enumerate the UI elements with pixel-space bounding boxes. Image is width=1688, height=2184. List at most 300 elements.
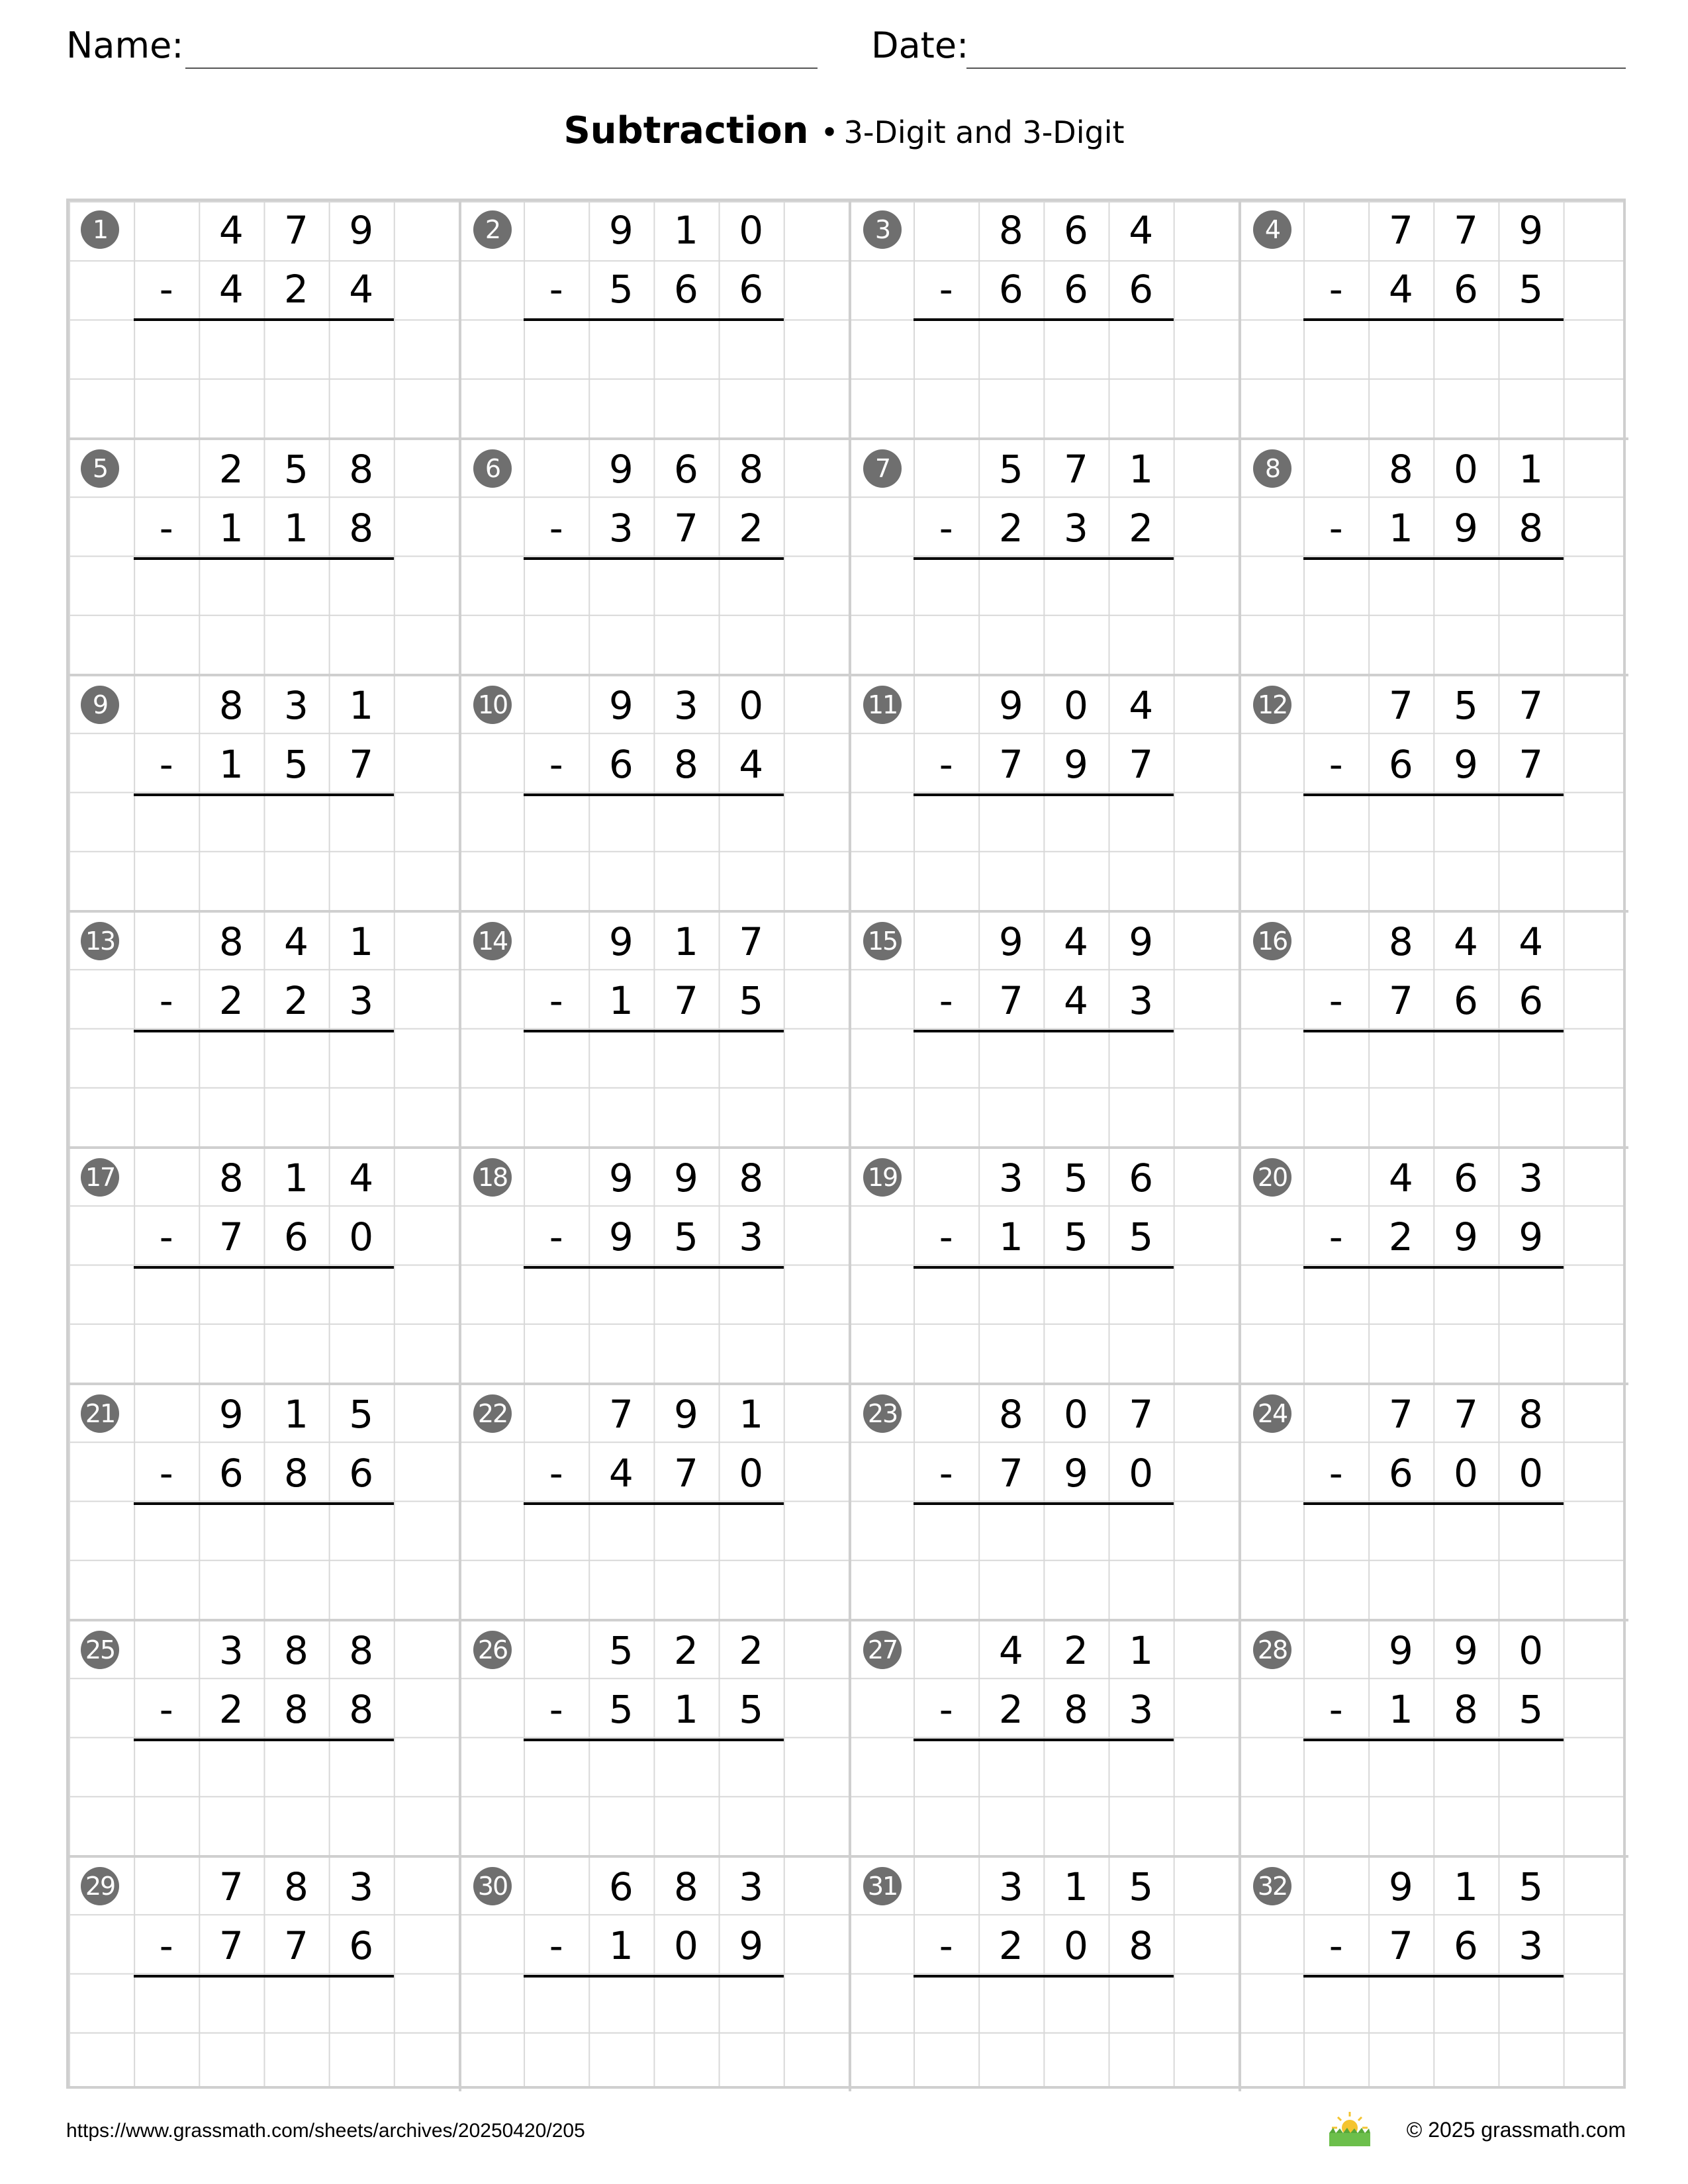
minuend-digit: 7 — [739, 919, 764, 964]
minuend-digit: 5 — [349, 1392, 374, 1437]
minuend-digit: 1 — [284, 1156, 308, 1201]
minuend-digit: 8 — [284, 1628, 308, 1673]
subtrahend-digit: 5 — [608, 1687, 633, 1733]
minuend-digit: 1 — [1519, 447, 1544, 492]
subtrahend-digit: 6 — [1129, 267, 1154, 312]
problem-number-badge: 9 — [81, 686, 119, 724]
answer-area[interactable] — [524, 1031, 784, 1150]
answer-area[interactable] — [914, 795, 1174, 913]
answer-area[interactable] — [134, 1976, 394, 2095]
minuend-digit: 6 — [1064, 208, 1088, 253]
footer-copyright: © 2025 grassmath.com — [1406, 2118, 1626, 2142]
minus-sign: - — [549, 742, 563, 788]
subtrahend-digit: 9 — [1064, 742, 1088, 788]
problem-22 — [459, 1383, 849, 1619]
subtrahend-digit: 3 — [608, 506, 633, 551]
problem-27 — [849, 1619, 1239, 1855]
answer-area[interactable] — [524, 1267, 784, 1386]
minuend-digit: 3 — [1519, 1156, 1544, 1201]
subtrahend-digit: 7 — [284, 1923, 308, 1969]
problem-5 — [69, 437, 459, 674]
minuend-digit: 5 — [1064, 1156, 1088, 1201]
answer-area[interactable] — [1303, 795, 1564, 913]
subtrahend-digit: 2 — [284, 978, 308, 1024]
minus-sign: - — [1329, 1214, 1343, 1260]
problem-number-badge: 26 — [473, 1631, 512, 1669]
problem-number-badge: 12 — [1253, 686, 1291, 724]
minus-sign: - — [1329, 1451, 1343, 1496]
minus-sign: - — [159, 506, 173, 551]
subtrahend-digit: 2 — [739, 506, 764, 551]
subtrahend-digit: 7 — [998, 978, 1023, 1024]
problem-number-badge: 6 — [473, 449, 512, 488]
minuend-digit: 4 — [1064, 919, 1088, 964]
answer-area[interactable] — [134, 559, 394, 677]
answer-area[interactable] — [914, 1504, 1174, 1622]
minus-sign: - — [549, 506, 563, 551]
minuend-digit: 1 — [674, 919, 698, 964]
minuend-digit: 4 — [284, 919, 308, 964]
minus-sign: - — [939, 1687, 953, 1733]
minuend-digit: 0 — [739, 683, 764, 728]
answer-area[interactable] — [1303, 559, 1564, 677]
problem-30 — [459, 1855, 849, 2091]
subtrahend-digit: 6 — [349, 1923, 374, 1969]
subtrahend-digit: 1 — [608, 1923, 633, 1969]
problem-7 — [849, 437, 1239, 674]
subtrahend-digit: 9 — [1454, 506, 1478, 551]
problem-29 — [69, 1855, 459, 2091]
answer-area[interactable] — [1303, 1031, 1564, 1150]
subtrahend-digit: 8 — [1519, 506, 1544, 551]
minuend-digit: 0 — [1454, 447, 1478, 492]
answer-area[interactable] — [134, 1031, 394, 1150]
subtrahend-digit: 7 — [1129, 742, 1154, 788]
answer-area[interactable] — [134, 1504, 394, 1622]
problem-number-badge: 10 — [473, 686, 512, 724]
subtrahend-digit: 1 — [674, 1687, 698, 1733]
minus-sign: - — [159, 1687, 173, 1733]
minus-sign: - — [939, 1214, 953, 1260]
minus-sign: - — [549, 1451, 563, 1496]
minuend-digit: 2 — [218, 447, 244, 492]
subtrahend-digit: 3 — [1519, 1923, 1544, 1969]
subtrahend-digit: 3 — [1129, 1687, 1154, 1733]
minuend-digit: 8 — [674, 1864, 698, 1909]
minuend-digit: 3 — [349, 1864, 374, 1909]
minuend-digit: 9 — [608, 919, 633, 964]
minuend-digit: 7 — [1388, 1392, 1413, 1437]
minuend-digit: 4 — [1129, 208, 1154, 253]
answer-area[interactable] — [524, 1976, 784, 2095]
minus-sign: - — [159, 742, 173, 788]
problem-number-badge: 4 — [1253, 210, 1291, 249]
problem-number-badge: 15 — [863, 922, 902, 960]
problem-28 — [1239, 1619, 1628, 1855]
subtrahend-digit: 7 — [218, 1923, 244, 1969]
minuend-digit: 7 — [608, 1392, 633, 1437]
problem-number-badge: 7 — [863, 449, 902, 488]
subtrahend-digit: 8 — [674, 742, 698, 788]
minuend-digit: 8 — [1388, 447, 1413, 492]
problem-31 — [849, 1855, 1239, 2091]
subtrahend-digit: 0 — [1129, 1451, 1154, 1496]
subtrahend-digit: 2 — [284, 267, 308, 312]
minuend-digit: 3 — [739, 1864, 764, 1909]
subtrahend-digit: 5 — [739, 1687, 764, 1733]
minuend-digit: 9 — [1129, 919, 1154, 964]
problem-number-badge: 21 — [81, 1394, 119, 1433]
minuend-digit: 5 — [1129, 1864, 1154, 1909]
subtrahend-digit: 6 — [1454, 267, 1478, 312]
problem-number-badge: 5 — [81, 449, 119, 488]
subtrahend-digit: 6 — [1388, 742, 1413, 788]
problem-32 — [1239, 1855, 1628, 2091]
minuend-digit: 7 — [284, 208, 308, 253]
minuend-digit: 4 — [998, 1628, 1023, 1673]
answer-area[interactable] — [914, 1267, 1174, 1386]
minus-sign: - — [159, 978, 173, 1024]
subtrahend-digit: 6 — [284, 1214, 308, 1260]
minuend-digit: 1 — [349, 919, 374, 964]
subtrahend-digit: 0 — [349, 1214, 374, 1260]
problem-25 — [69, 1619, 459, 1855]
subtrahend-digit: 7 — [998, 742, 1023, 788]
subtrahend-digit: 6 — [1064, 267, 1088, 312]
answer-area[interactable] — [1303, 1740, 1564, 1858]
problem-6 — [459, 437, 849, 674]
subtrahend-digit: 9 — [1519, 1214, 1544, 1260]
minuend-digit: 1 — [1129, 447, 1154, 492]
problem-number-badge: 17 — [81, 1158, 119, 1197]
problem-1 — [69, 201, 459, 437]
subtrahend-digit: 8 — [349, 506, 374, 551]
minuend-digit: 9 — [1388, 1628, 1413, 1673]
minus-sign: - — [1329, 267, 1343, 312]
subtrahend-digit: 4 — [1388, 267, 1413, 312]
minuend-digit: 8 — [998, 208, 1023, 253]
problem-number-badge: 3 — [863, 210, 902, 249]
title-main: Subtraction — [563, 109, 809, 152]
subtrahend-digit: 6 — [349, 1451, 374, 1496]
subtrahend-digit: 2 — [218, 1687, 244, 1733]
minuend-digit: 3 — [218, 1628, 244, 1673]
subtrahend-digit: 5 — [1519, 267, 1544, 312]
minus-sign: - — [159, 267, 173, 312]
problem-number-badge: 25 — [81, 1631, 119, 1669]
subtrahend-digit: 7 — [218, 1214, 244, 1260]
problem-number-badge: 13 — [81, 922, 119, 960]
minus-sign: - — [939, 267, 953, 312]
worksheet-title — [0, 105, 1688, 166]
footer-url: https://www.grassmath.com/sheets/archives/20250420/205 — [66, 2120, 585, 2142]
problem-number-badge: 27 — [863, 1631, 902, 1669]
minuend-digit: 6 — [674, 447, 698, 492]
minuend-digit: 9 — [218, 1392, 244, 1437]
problem-13 — [69, 910, 459, 1146]
minuend-digit: 9 — [998, 919, 1023, 964]
problem-number-badge: 31 — [863, 1867, 902, 1905]
subtrahend-digit: 7 — [349, 742, 374, 788]
minuend-digit: 3 — [998, 1864, 1023, 1909]
subtrahend-digit: 7 — [998, 1451, 1023, 1496]
problem-4 — [1239, 201, 1628, 437]
minus-sign: - — [159, 1214, 173, 1260]
minuend-digit: 6 — [1454, 1156, 1478, 1201]
minuend-digit: 4 — [1454, 919, 1478, 964]
problem-23 — [849, 1383, 1239, 1619]
subtrahend-digit: 5 — [608, 267, 633, 312]
problem-16 — [1239, 910, 1628, 1146]
minuend-digit: 9 — [608, 208, 633, 253]
minuend-digit: 8 — [1519, 1392, 1544, 1437]
problem-11 — [849, 674, 1239, 910]
subtrahend-digit: 3 — [1129, 978, 1154, 1024]
minuend-digit: 9 — [998, 683, 1023, 728]
subtrahend-digit: 0 — [1064, 1923, 1088, 1969]
minuend-digit: 8 — [739, 1156, 764, 1201]
subtrahend-digit: 4 — [608, 1451, 633, 1496]
subtrahend-digit: 2 — [998, 1687, 1023, 1733]
problem-17 — [69, 1146, 459, 1383]
subtrahend-digit: 0 — [1454, 1451, 1478, 1496]
subtrahend-digit: 6 — [674, 267, 698, 312]
minuend-digit: 1 — [739, 1392, 764, 1437]
subtrahend-digit: 7 — [674, 1451, 698, 1496]
problem-number-badge: 30 — [473, 1867, 512, 1905]
minus-sign: - — [159, 1923, 173, 1969]
answer-area[interactable] — [914, 1031, 1174, 1150]
minuend-digit: 9 — [1388, 1864, 1413, 1909]
subtrahend-digit: 9 — [1454, 742, 1478, 788]
minuend-digit: 5 — [1454, 683, 1478, 728]
problem-15 — [849, 910, 1239, 1146]
problem-9 — [69, 674, 459, 910]
minuend-digit: 1 — [349, 683, 374, 728]
subtrahend-digit: 8 — [1129, 1923, 1154, 1969]
answer-area[interactable] — [1303, 320, 1564, 438]
minuend-digit: 1 — [674, 208, 698, 253]
minuend-digit: 1 — [1454, 1864, 1478, 1909]
minuend-digit: 2 — [739, 1628, 764, 1673]
minuend-digit: 8 — [284, 1864, 308, 1909]
subtrahend-digit: 2 — [998, 1923, 1023, 1969]
answer-area[interactable] — [524, 1504, 784, 1622]
problem-number-badge: 32 — [1253, 1867, 1291, 1905]
answer-area[interactable] — [134, 795, 394, 913]
minus-sign: - — [939, 506, 953, 551]
name-field-line[interactable] — [185, 68, 818, 69]
name-label: Name: — [66, 24, 184, 66]
minuend-digit: 0 — [1064, 683, 1088, 728]
minuend-digit: 9 — [1454, 1628, 1478, 1673]
subtrahend-digit: 3 — [1064, 506, 1088, 551]
problem-8 — [1239, 437, 1628, 674]
minuend-digit: 4 — [1519, 919, 1544, 964]
subtrahend-digit: 8 — [284, 1687, 308, 1733]
minus-sign: - — [1329, 1687, 1343, 1733]
subtrahend-digit: 6 — [1388, 1451, 1413, 1496]
minus-sign: - — [1329, 978, 1343, 1024]
subtrahend-digit: 8 — [1064, 1687, 1088, 1733]
answer-area[interactable] — [134, 320, 394, 438]
minuend-digit: 7 — [1064, 447, 1088, 492]
title-subtitle: 3-Digit and 3-Digit — [843, 114, 1125, 150]
problem-number-badge: 16 — [1253, 922, 1291, 960]
subtrahend-digit: 7 — [1388, 1923, 1413, 1969]
subtrahend-digit: 0 — [739, 1451, 764, 1496]
subtrahend-digit: 5 — [284, 742, 308, 788]
answer-area[interactable] — [524, 559, 784, 677]
minuend-digit: 0 — [1519, 1628, 1544, 1673]
minuend-digit: 9 — [608, 683, 633, 728]
problem-14 — [459, 910, 849, 1146]
minuend-digit: 8 — [218, 683, 244, 728]
minuend-digit: 9 — [674, 1156, 698, 1201]
problem-number-badge: 20 — [1253, 1158, 1291, 1197]
problem-10 — [459, 674, 849, 910]
minuend-digit: 8 — [739, 447, 764, 492]
minuend-digit: 7 — [1454, 1392, 1478, 1437]
minuend-digit: 5 — [1519, 1864, 1544, 1909]
minuend-digit: 9 — [608, 1156, 633, 1201]
subtrahend-digit: 5 — [674, 1214, 698, 1260]
minus-sign: - — [939, 1451, 953, 1496]
answer-area[interactable] — [1303, 1976, 1564, 2095]
subtrahend-digit: 1 — [284, 506, 308, 551]
answer-area[interactable] — [524, 795, 784, 913]
minuend-digit: 8 — [349, 1628, 374, 1673]
minuend-digit: 2 — [1064, 1628, 1088, 1673]
subtrahend-digit: 8 — [1454, 1687, 1478, 1733]
subtrahend-digit: 4 — [739, 742, 764, 788]
problem-number-badge: 18 — [473, 1158, 512, 1197]
answer-area[interactable] — [134, 1267, 394, 1386]
subtrahend-digit: 1 — [1388, 1687, 1413, 1733]
subtrahend-digit: 7 — [1519, 742, 1544, 788]
subtrahend-digit: 7 — [1388, 978, 1413, 1024]
problem-3 — [849, 201, 1239, 437]
answer-area[interactable] — [524, 1740, 784, 1858]
answer-area[interactable] — [1303, 1267, 1564, 1386]
minuend-digit: 2 — [674, 1628, 698, 1673]
date-label: Date: — [871, 24, 969, 66]
answer-area[interactable] — [134, 1740, 394, 1858]
subtrahend-digit: 2 — [998, 506, 1023, 551]
minus-sign: - — [939, 978, 953, 1024]
subtrahend-digit: 1 — [218, 742, 244, 788]
minus-sign: - — [939, 742, 953, 788]
minuend-digit: 7 — [1519, 683, 1544, 728]
subtrahend-digit: 2 — [1129, 506, 1154, 551]
subtrahend-digit: 9 — [608, 1214, 633, 1260]
problem-18 — [459, 1146, 849, 1383]
problem-24 — [1239, 1383, 1628, 1619]
minuend-digit: 9 — [608, 447, 633, 492]
subtrahend-digit: 5 — [1064, 1214, 1088, 1260]
minuend-digit: 8 — [1388, 919, 1413, 964]
problem-number-badge: 2 — [473, 210, 512, 249]
subtrahend-digit: 5 — [739, 978, 764, 1024]
answer-area[interactable] — [914, 320, 1174, 438]
date-field-line[interactable] — [966, 68, 1626, 69]
subtrahend-digit: 6 — [1454, 978, 1478, 1024]
minuend-digit: 3 — [284, 683, 308, 728]
answer-area[interactable] — [524, 320, 784, 438]
minuend-digit: 4 — [1129, 683, 1154, 728]
minuend-digit: 8 — [218, 919, 244, 964]
subtrahend-digit: 6 — [218, 1451, 244, 1496]
minuend-digit: 7 — [1454, 208, 1478, 253]
problem-number-badge: 14 — [473, 922, 512, 960]
subtrahend-digit: 2 — [1388, 1214, 1413, 1260]
answer-area[interactable] — [1303, 1504, 1564, 1622]
problem-21 — [69, 1383, 459, 1619]
problem-number-badge: 8 — [1253, 449, 1291, 488]
subtrahend-digit: 1 — [1388, 506, 1413, 551]
subtrahend-digit: 8 — [349, 1687, 374, 1733]
minuend-digit: 5 — [608, 1628, 633, 1673]
minuend-digit: 1 — [1129, 1628, 1154, 1673]
minus-sign: - — [1329, 1923, 1343, 1969]
minuend-digit: 4 — [349, 1156, 374, 1201]
subtrahend-digit: 3 — [739, 1214, 764, 1260]
minuend-digit: 7 — [1388, 208, 1413, 253]
title-separator: • — [820, 114, 839, 150]
answer-area[interactable] — [914, 559, 1174, 677]
subtrahend-digit: 9 — [739, 1923, 764, 1969]
minuend-digit: 1 — [284, 1392, 308, 1437]
subtrahend-digit: 3 — [349, 978, 374, 1024]
problem-number-badge: 11 — [863, 686, 902, 724]
minus-sign: - — [939, 1923, 953, 1969]
subtrahend-digit: 4 — [1064, 978, 1088, 1024]
worksheet-grid — [66, 199, 1626, 2089]
subtrahend-digit: 7 — [674, 506, 698, 551]
problem-2 — [459, 201, 849, 437]
answer-area[interactable] — [914, 1740, 1174, 1858]
problem-19 — [849, 1146, 1239, 1383]
minus-sign: - — [1329, 506, 1343, 551]
minuend-digit: 0 — [739, 208, 764, 253]
problem-number-badge: 1 — [81, 210, 119, 249]
minuend-digit: 5 — [998, 447, 1023, 492]
subtrahend-digit: 0 — [674, 1923, 698, 1969]
minuend-digit: 9 — [674, 1392, 698, 1437]
minuend-digit: 1 — [1064, 1864, 1088, 1909]
minuend-digit: 6 — [608, 1864, 633, 1909]
minuend-digit: 7 — [1129, 1392, 1154, 1437]
subtrahend-digit: 2 — [218, 978, 244, 1024]
problem-26 — [459, 1619, 849, 1855]
problem-12 — [1239, 674, 1628, 910]
subtrahend-digit: 9 — [1454, 1214, 1478, 1260]
subtrahend-digit: 1 — [608, 978, 633, 1024]
subtrahend-digit: 7 — [674, 978, 698, 1024]
subtrahend-digit: 5 — [1129, 1214, 1154, 1260]
subtrahend-digit: 4 — [218, 267, 244, 312]
grass-sun-logo-icon — [1327, 2108, 1373, 2148]
minus-sign: - — [1329, 742, 1343, 788]
minuend-digit: 9 — [349, 208, 374, 253]
minuend-digit: 7 — [218, 1864, 244, 1909]
subtrahend-digit: 5 — [1519, 1687, 1544, 1733]
minus-sign: - — [549, 267, 563, 312]
answer-area[interactable] — [914, 1976, 1174, 2095]
subtrahend-digit: 6 — [739, 267, 764, 312]
subtrahend-digit: 6 — [998, 267, 1023, 312]
minus-sign: - — [549, 1923, 563, 1969]
